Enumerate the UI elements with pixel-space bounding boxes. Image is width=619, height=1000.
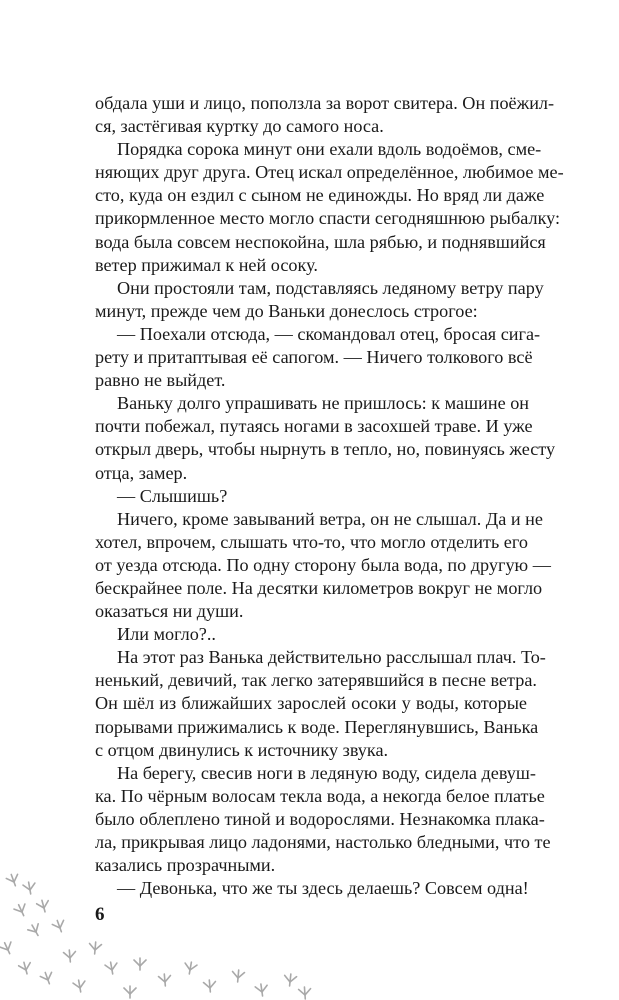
text-line: Или могло?..: [117, 624, 216, 645]
text-line: ветер прижимал к ней осоку.: [95, 254, 318, 275]
footprint-icon: [23, 881, 37, 895]
text-line: прикормленное место могло спасти сегодняшнюю рыбалку:: [95, 208, 561, 229]
footprint-icon: [36, 899, 51, 914]
text-line: — Девонька, что же ты здесь делаешь? Совсем одна!: [117, 878, 529, 899]
text-line: обдала уши и лицо, поползла за ворот свитера. Он поёжил-: [95, 93, 555, 113]
text-line: сто, куда он ездил с сыном не единожды. Но вряд ли даже: [95, 185, 545, 206]
text-line: На этот раз Ванька действительно расслышал плач. То-: [117, 647, 546, 668]
text-line: от уезда отсюда. По одну сторону была вода, по другую —: [95, 554, 551, 575]
text-line: Порядка сорока минут они ехали вдоль водоёмов, сме-: [117, 139, 542, 160]
text-line: порывами прижимались к воде. Переглянувшись, Ванька: [95, 716, 539, 737]
bird-footprints-ornament: [0, 870, 330, 1000]
footprint-icon: [158, 974, 171, 987]
body-text: [95, 92, 564, 900]
text-line: ка. По чёрным волосам текла вода, а некогда белое платье: [95, 785, 545, 806]
footprint-icon: [13, 902, 29, 918]
text-line: казались прозрачными.: [95, 855, 276, 876]
footprint-icon: [134, 958, 146, 970]
text-line: оказаться ни души.: [95, 601, 244, 622]
footprint-icon: [203, 980, 216, 993]
footprint-icon: [27, 922, 43, 938]
text-line: — Поехали отсюда, — скомандовал отец, бросая сига-: [117, 323, 541, 344]
text-line: Он шёл из ближайших зарослей осоки у воды, которые: [95, 693, 527, 714]
text-line: ненький, девичий, так легко затерявшийся в песне ветра.: [95, 670, 537, 691]
page-number: 6: [95, 904, 105, 925]
footprint-icon: [298, 987, 311, 1000]
text-line: вода была совсем неспокойна, шла рябью, и поднявшийся: [95, 231, 546, 252]
text-line: ла, прикрывая лицо ладонями, настолько бледными, что те: [95, 832, 551, 852]
text-line: равно не выйдет.: [95, 370, 226, 391]
footprint-icon: [89, 942, 102, 955]
text-line: почти побежал, путаясь ногами в засохшей траве. И уже: [95, 416, 533, 437]
footprint-icon: [6, 872, 21, 887]
footprint-icon: [52, 918, 67, 933]
text-line: отца, замер.: [95, 462, 188, 483]
footprint-icon: [124, 986, 136, 998]
text-line: — Слышишь?: [117, 485, 228, 506]
text-line: минут, прежде чем до Ваньки донеслось строгое:: [95, 300, 478, 321]
footprint-icon: [73, 979, 87, 993]
text-line: было облеплено тиной и водорослями. Незнакомка плака-: [95, 808, 545, 829]
footprint-icon: [18, 961, 33, 976]
text-line: ся, застёгивая куртку до самого носа.: [95, 116, 384, 137]
text-line: На берегу, свесив ноги в ледяную воду, сидела девуш-: [117, 762, 536, 783]
footprint-icon: [232, 970, 245, 983]
text-line: бескрайнее поле. На десятки километров вокруг не могло: [95, 577, 543, 598]
text-line: рету и притаптывая её сапогом. — Ничего толкового всё: [95, 347, 533, 368]
footprint-icon: [183, 961, 197, 975]
text-line: Ничего, кроме завываний ветра, он не слышал. Да и не: [117, 508, 543, 529]
text-line: Ваньку долго упрашивать не пришлось: к машине он: [117, 393, 530, 414]
text-line: няющих друг друга. Отец искал определённое, любимое ме-: [95, 162, 564, 183]
footprint-icon: [63, 950, 76, 963]
text-line: хотел, впрочем, слышать что-то, что могло отделить его: [95, 531, 528, 552]
footprint-icon: [255, 983, 269, 997]
footprint-icon: [105, 961, 119, 975]
footprint-icon: [40, 970, 55, 985]
text-line: Они простояли там, подставляясь ледяному ветру пару: [117, 277, 544, 298]
footprint-icon: [284, 973, 297, 986]
text-line: открыл дверь, чтобы нырнуть в тепло, но, повинуясь жесту: [95, 439, 556, 460]
footprint-icon: [0, 940, 15, 956]
text-line: с отцом двинулись к источнику звука.: [95, 739, 389, 760]
